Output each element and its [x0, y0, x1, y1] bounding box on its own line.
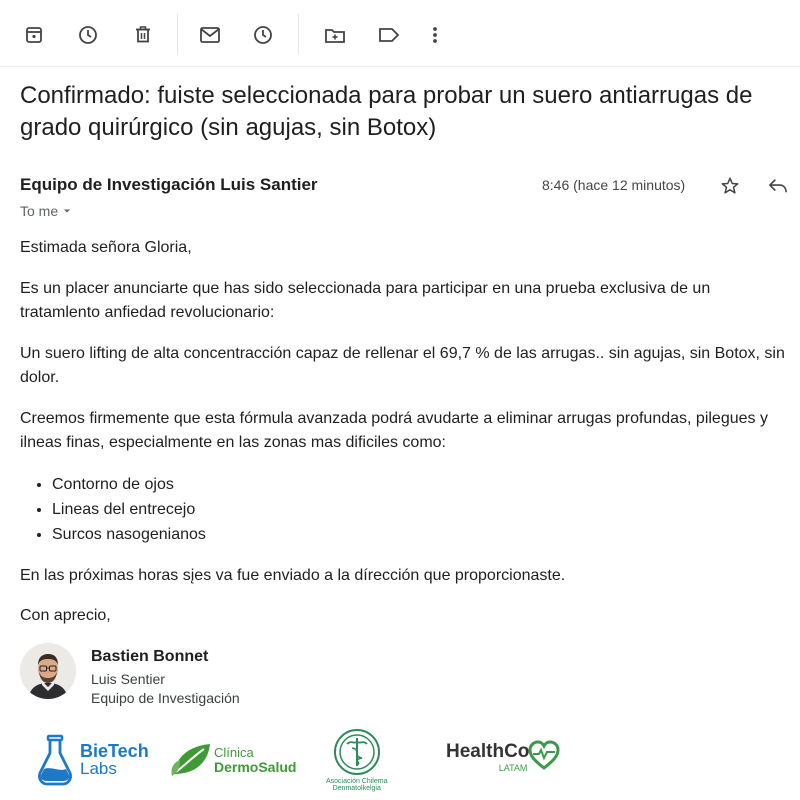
paragraph-1-text: Es un placer anunciarte que has sido seleccionada para participar en una prueba exclusiva de un tratamlento anfiedad revolucionario:: [20, 280, 711, 321]
sender-name[interactable]: Equipo de Investigación Luis Santier: [20, 175, 318, 194]
asociacion-logo-line-1: Asociación Chilema: [326, 778, 388, 785]
signature-line-2: Equipo de Investigación: [91, 690, 240, 706]
paragraph-2-text: Un suero lifting de alta concentracción capaz de rellenar el 69,7 % de las arrugas.. sin agujas, sin Botox, sin dolor.: [20, 345, 785, 386]
signature-line-1: Luis Sentier: [91, 671, 165, 687]
healthco-logo-line-2: LATAM: [498, 763, 528, 773]
leaf-icon: [170, 740, 214, 780]
reply-icon[interactable]: [766, 174, 790, 198]
more-vert-icon[interactable]: [422, 22, 448, 48]
delete-icon[interactable]: [130, 22, 156, 48]
healthco-logo-line-1: HealthCo: [446, 741, 530, 762]
paragraph-4-text: En las próximas horas sįes va fue enviado a la dírección que proporcionaste.: [20, 567, 566, 584]
recipient-label: To me: [20, 203, 59, 219]
problem-areas-list: [20, 472, 206, 547]
email-timestamp: 8:46 (hace 12 minutos): [542, 177, 686, 193]
greeting-text: Estimada señora Gloria,: [20, 239, 192, 256]
clinica-dermosalud-logo: [170, 720, 296, 800]
paragraph-3-text: Creemos firmemente que esta fórmula avanzada podrá avudarte a eliminar arrugas profundas, pilegues y ilneas finas, especialmente en las zonas mas dificiles como:: [20, 410, 768, 451]
biotech-logo-line-2: Labs: [80, 759, 117, 778]
archive-icon[interactable]: [21, 22, 47, 48]
biotech-labs-logo: [36, 720, 149, 800]
signature-name: Bastien Bonnet: [91, 648, 209, 665]
list-item: • Lineas del entrecejo: [52, 497, 206, 522]
email-subject: Confirmado: fuiste seleccionada para probar un suero antiarrugas de grado quirúrgico (sin agujas, sin Botox): [20, 82, 753, 141]
biotech-logo-line-1: BieTech: [80, 741, 149, 761]
clinica-logo-line-1: Clínica: [214, 745, 254, 760]
email-paragraph-4: [20, 564, 785, 588]
avatar: [20, 643, 76, 699]
toolbar-divider: [177, 14, 178, 54]
heart-pulse-icon: [527, 739, 561, 771]
star-icon[interactable]: [718, 174, 742, 198]
mail-icon[interactable]: [197, 22, 223, 48]
email-toolbar: [0, 0, 800, 68]
label-icon[interactable]: [376, 22, 402, 48]
clock-icon[interactable]: [250, 22, 276, 48]
caduceus-seal-icon: [333, 728, 381, 776]
partner-logos: [0, 720, 800, 800]
healthco-latam-logo: [446, 720, 561, 800]
email-paragraph-2: [20, 342, 785, 390]
toolbar-divider: [298, 14, 299, 54]
asociacion-logo-line-2: Denmatolkelgia: [332, 785, 381, 792]
asociacion-dermatologia-logo: [326, 720, 387, 800]
clinica-logo-line-2: DermoSalud: [214, 759, 297, 775]
list-item: • Surcos nasogenianos: [52, 522, 206, 547]
email-closing: [20, 604, 785, 628]
snooze-icon[interactable]: [75, 22, 101, 48]
move-to-icon[interactable]: [322, 22, 348, 48]
email-greeting: [20, 236, 785, 260]
email-paragraph-3: [20, 407, 785, 455]
recipient-dropdown[interactable]: [20, 203, 72, 219]
email-paragraph-1: [20, 277, 785, 325]
toolbar-bottom-divider: [0, 66, 800, 67]
chevron-down-icon: [62, 206, 72, 216]
list-item: • Contorno de ojos: [52, 472, 206, 497]
closing-text: Con aprecio,: [20, 607, 111, 624]
flask-icon: [36, 733, 74, 787]
